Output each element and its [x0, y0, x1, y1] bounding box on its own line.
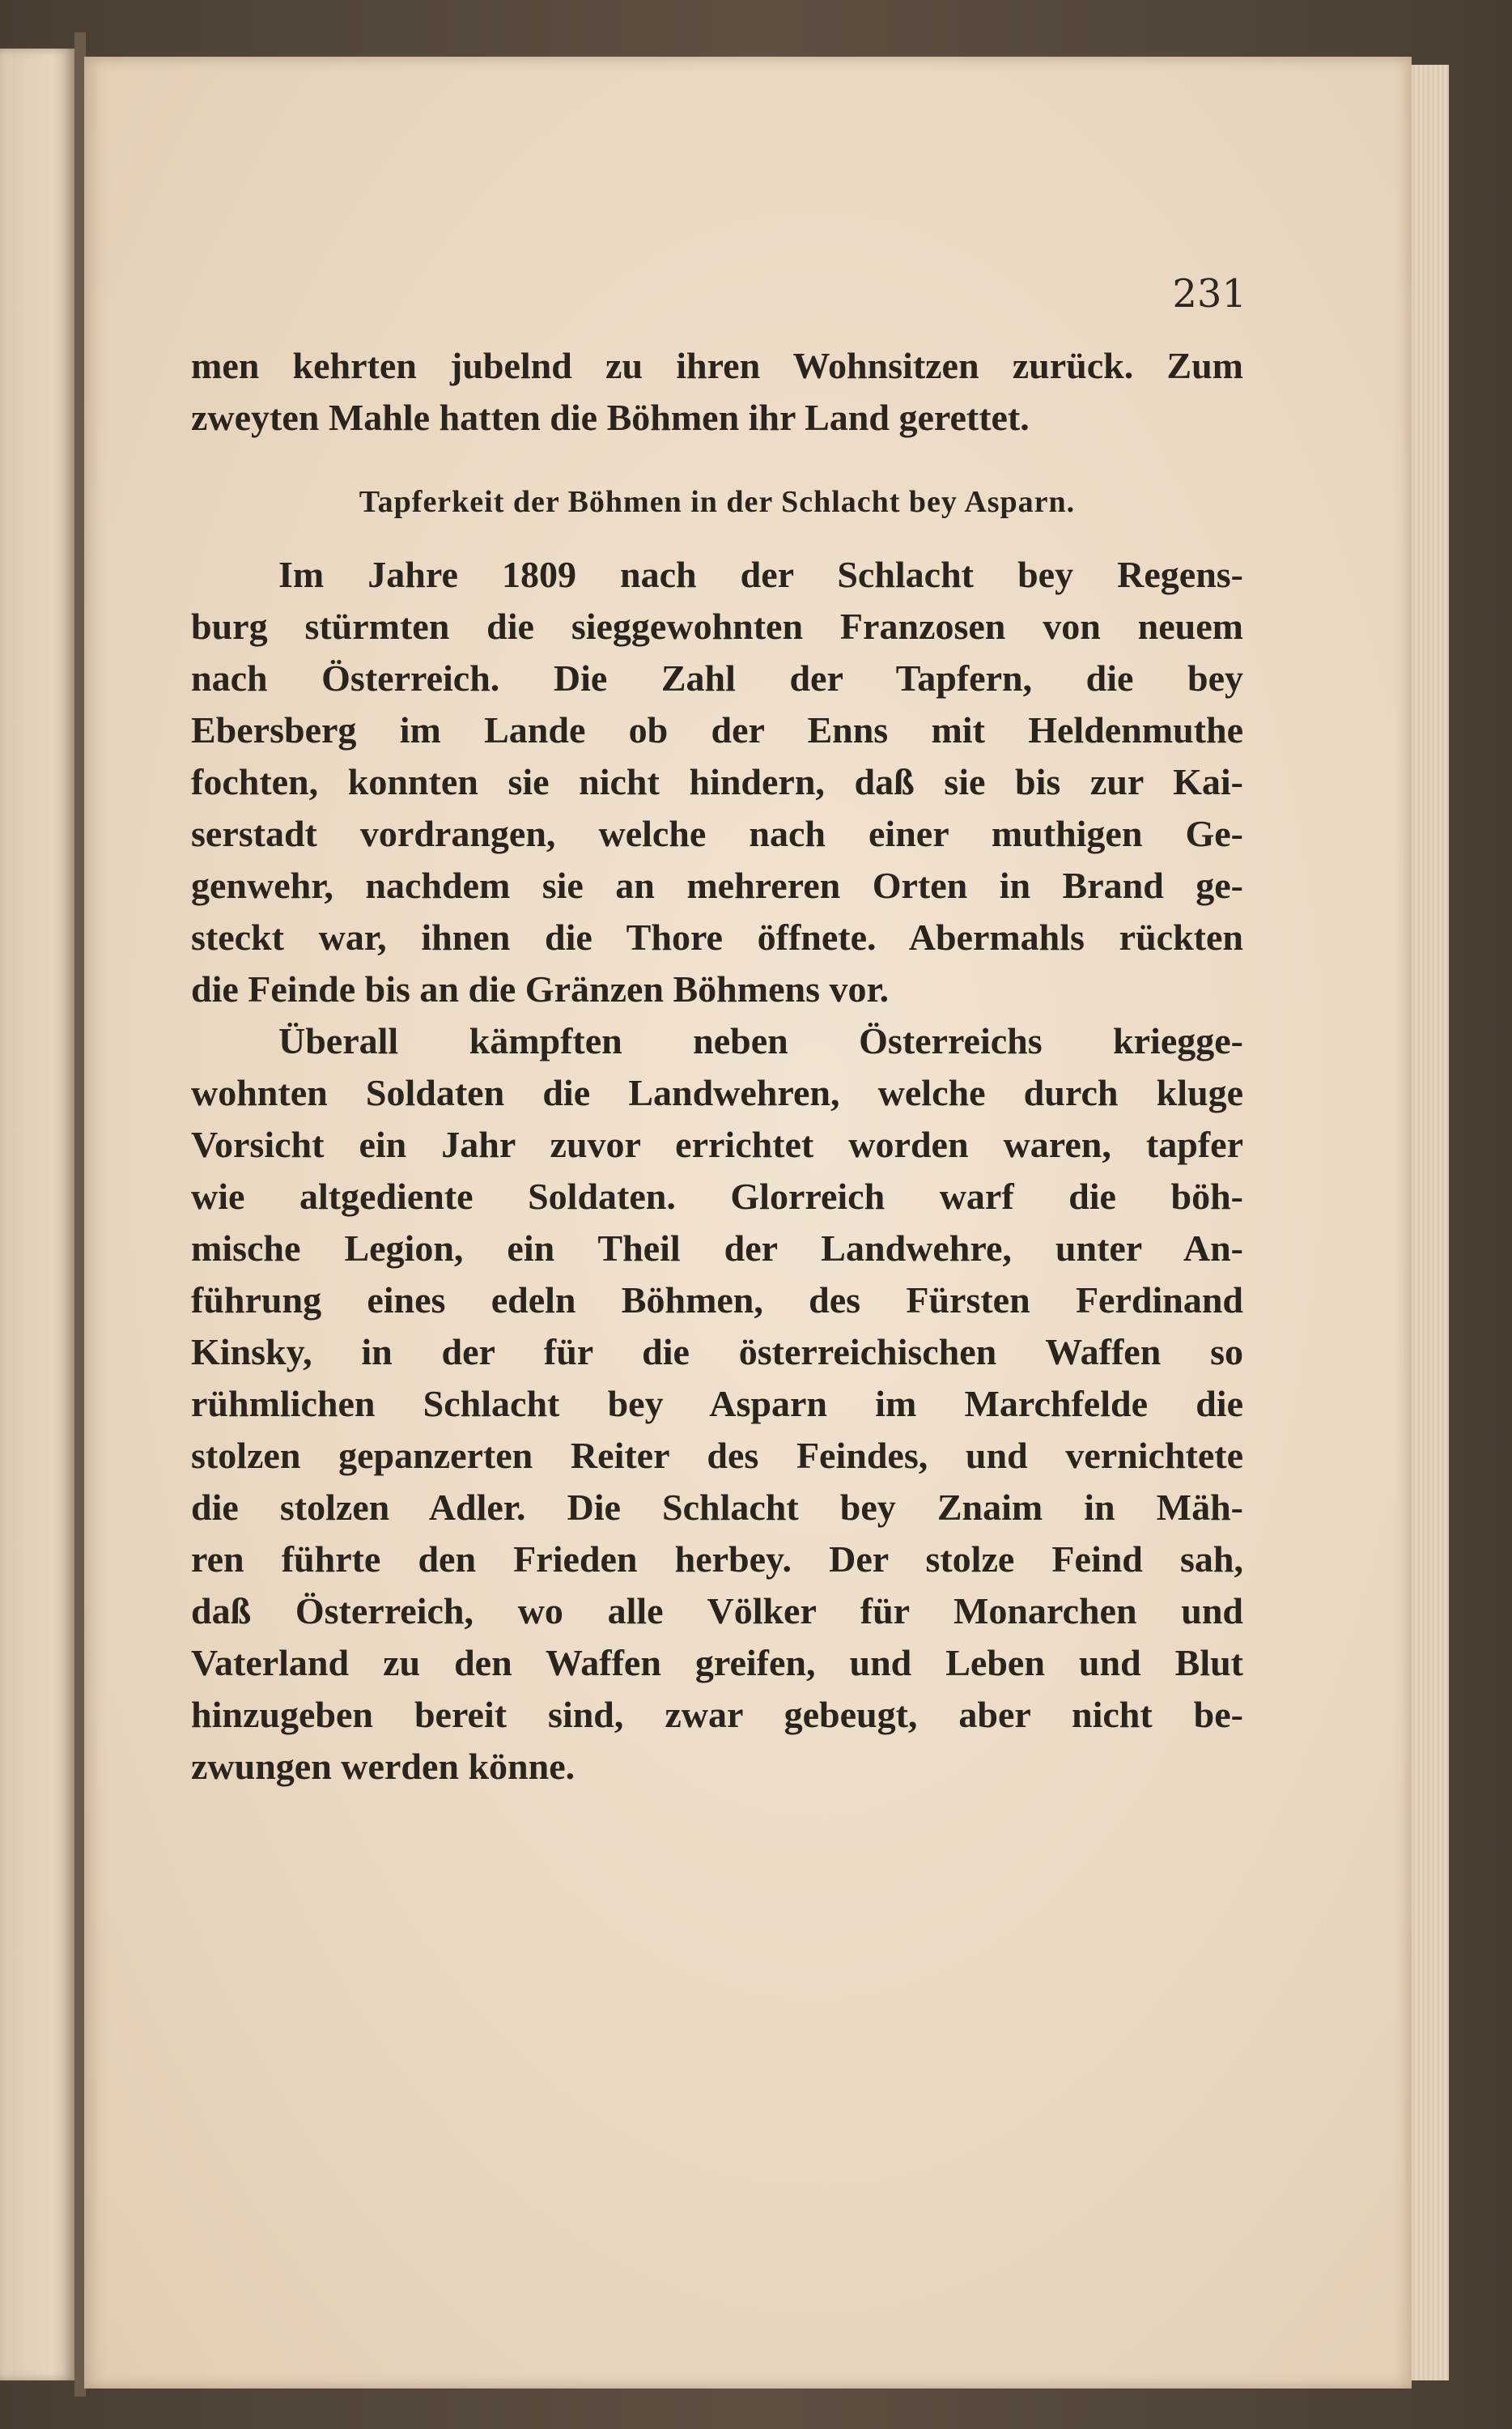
page-stack-edge [1412, 65, 1449, 2380]
text-line: die Feinde bis an die Gränzen Böhmens vor. [191, 968, 890, 1010]
text-line: mische Legion, ein Theil der Landwehre, unter An- [191, 1227, 1243, 1269]
text-line: men kehrten jubelnd zu ihren Wohnsitzen zurück. Zum [191, 345, 1243, 386]
text-line: die stolzen Adler. Die Schlacht bey Znaim in Mäh- [191, 1487, 1243, 1528]
paragraph-1 [191, 549, 1243, 1015]
paragraph-2 [191, 1015, 1243, 1793]
text-line: wohnten Soldaten die Landwehren, welche durch kluge [191, 1072, 1243, 1113]
text-line: wie altgediente Soldaten. Glorreich warf die böh- [191, 1176, 1243, 1217]
text-line: Im Jahre 1809 nach der Schlacht bey Regens- [278, 554, 1243, 595]
text-line: daß Österreich, wo alle Völker für Monarchen und [191, 1590, 1243, 1631]
text-line: zwungen werden könne. [191, 1746, 575, 1787]
text-line: burg stürmten die sieggewohnten Franzosen von neuem [191, 606, 1243, 647]
text-line: Vaterland zu den Waffen greifen, und Leben und Blut [191, 1642, 1243, 1683]
text-line: hinzugeben bereit sind, zwar gebeugt, aber nicht be- [191, 1694, 1243, 1735]
text-line: fochten, konnten sie nicht hindern, daß sie bis zur Kai- [191, 761, 1243, 802]
text-line: genwehr, nachdem sie an mehreren Orten in Brand ge- [191, 865, 1243, 906]
text-line: steckt war, ihnen die Thore öffnete. Abermahls rückten [191, 917, 1243, 958]
text-line: führung eines edeln Böhmen, des Fürsten Ferdinand [191, 1279, 1243, 1321]
text-line: zweyten Mahle hatten die Böhmen ihr Land gerettet. [191, 397, 1030, 438]
text-line: nach Österreich. Die Zahl der Tapfern, die bey [191, 657, 1243, 699]
carryover-text [191, 340, 1243, 444]
text-line: rühmlichen Schlacht bey Asparn im Marchfelde die [191, 1383, 1243, 1424]
left-page-edge [0, 49, 74, 2380]
text-line: Überall kämpften neben Österreichs kriegge- [278, 1020, 1243, 1061]
text-line: serstadt vordrangen, welche nach einer muthigen Ge- [191, 813, 1243, 854]
section-heading: Tapferkeit der Böhmen in der Schlacht bey Asparn. [359, 485, 1076, 519]
page-text [191, 340, 1243, 1793]
text-line: Ebersberg im Lande ob der Enns mit Heldenmuthe [191, 709, 1243, 751]
text-line: ren führte den Frieden herbey. Der stolze Feind sah, [191, 1538, 1243, 1580]
text-line: Vorsicht ein Jahr zuvor errichtet worden waren, tapfer [191, 1124, 1243, 1165]
text-line: Kinsky, in der für die österreichischen Waffen so [191, 1331, 1243, 1372]
page-number: 231 [1172, 271, 1247, 317]
text-line: stolzen gepanzerten Reiter des Feindes, und vernichtete [191, 1435, 1243, 1476]
